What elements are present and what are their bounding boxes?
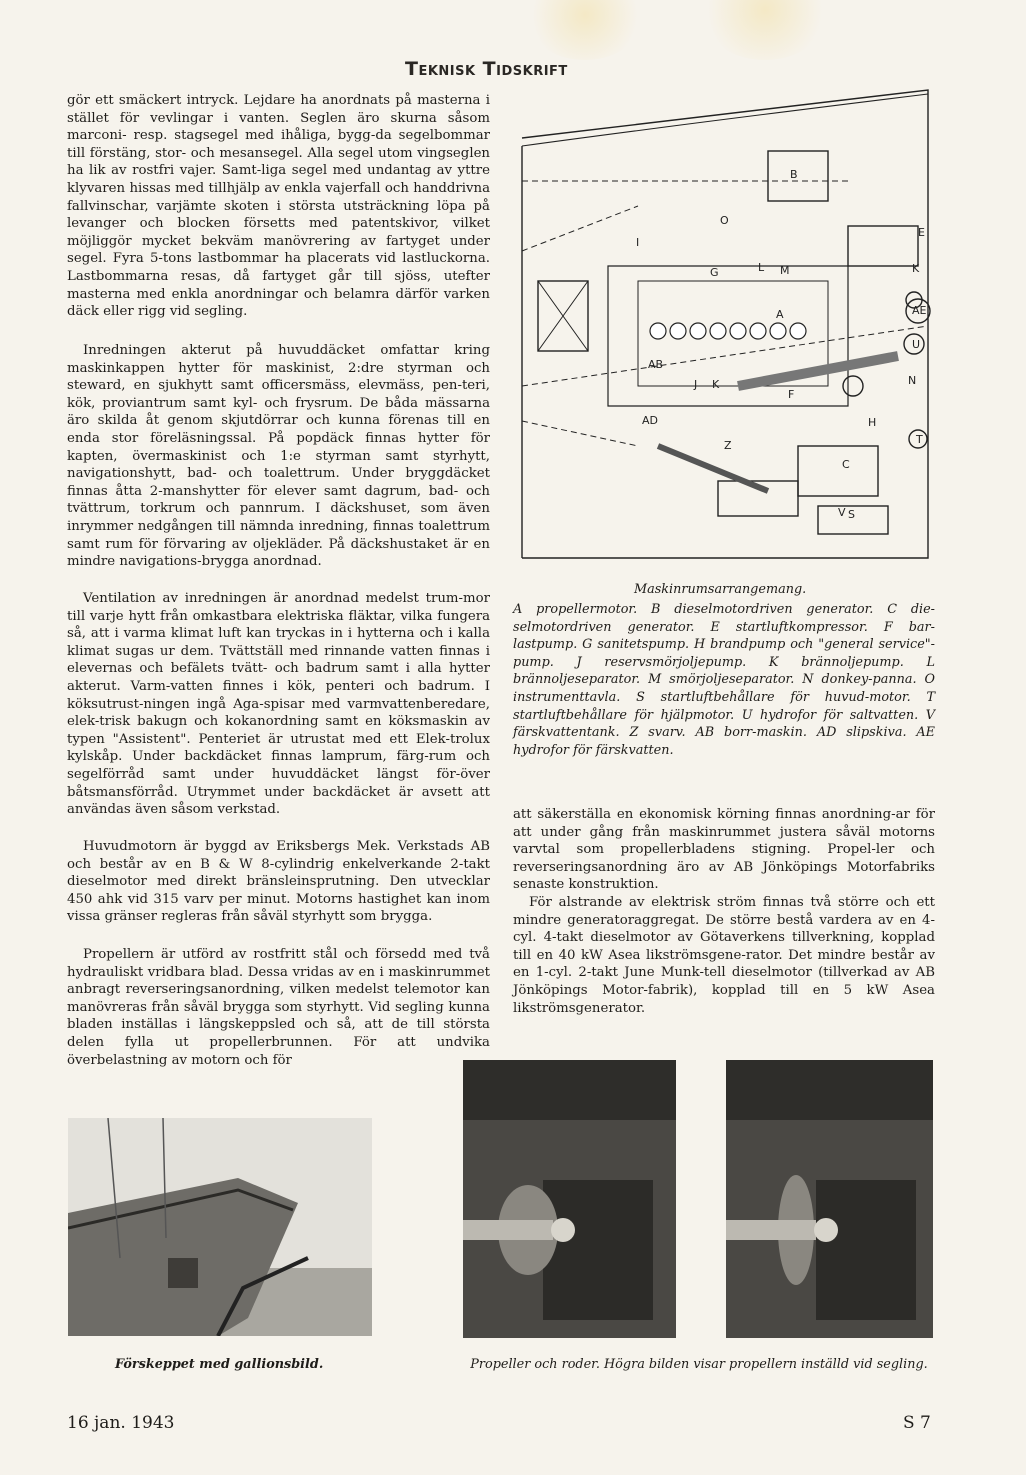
diagram-label: N	[908, 374, 917, 387]
engine-cylinder	[750, 323, 766, 339]
journal-header: Teknisk Tidskrift	[405, 58, 568, 80]
diagram-label: F	[788, 388, 795, 401]
diagram-label: A	[776, 308, 784, 321]
body-paragraph: Huvudmotorn är byggd av Eriksbergs Mek. Verkstads AB och består av en B & W 8-cylindrig enkelverkande 2-takt dieselmotor med direkt bränsleinsprutning. Den utvecklar 450 ahk vid 315 varv per minut. Motorns hastighet kan inom vissa gränser regleras från såväl styrhytt som brygga.	[67, 839, 490, 925]
diagram-label: Z	[724, 439, 732, 452]
body-paragraph-wrap	[67, 946, 490, 1069]
engine-cylinder	[670, 323, 686, 339]
bow-photo-caption: Förskeppet med gallionsbild.	[115, 1357, 324, 1372]
page-number: S 7	[903, 1413, 931, 1433]
body-paragraph: att säkerställa en ekonomisk körning finnas anordning-ar för att under gång från maskinrummet justera såväl motorns varvtal som propellerbladens stigning. Propel-ler och reverseringsanordning äro av AB Jönköpings Motorfabriks senaste konstruktion.	[513, 807, 935, 893]
diagram-label: K	[712, 378, 720, 391]
diagram-label: I	[636, 236, 640, 249]
body-paragraph: Inredningen akterut på huvuddäcket omfattar kring maskinkappen hytter för maskinist, 2:dre styrman och steward, en sjukhytt samt officersmäss, elevmäss, pen-teri, kök, proviantrum samt kyl- och frysrum. De båda mässarna äro skilda åt genom skjutdörrar och kunna förenas till en enda stor föreläsningssal. På popdäck finnas hytter för kapten, övermaskinist och 1:e styrman samt styrhytt, navigationshytt, bad- och toalettrum. Under bryggdäcket finnas åtta 2-manshytter för elever samt dagrum, bad- och tvättrum, torkrum och pannrum. I däckshuset, som även inrymmer nedgången till nämnda inredning, finnas toalettrum samt rum för förvaring av oljekläder. På däckshustaket är en mindre navigations-brygga anordnad.	[67, 343, 490, 570]
engine-cylinder	[790, 323, 806, 339]
issue-date: 16 jan. 1943	[67, 1413, 175, 1433]
body-paragraph: Propellern är utförd av rostfritt stål och försedd med två hydrauliskt vridbara blad. Dessa vridas av en i maskinrummet anbragt reverseringsanordning, vilken medelst telemotor kan manövreras från såväl brygga som styrhytt. Vid segling kunna bladen inställas i längskeppsled och så, att de till största delen fylla ut propellerbrunnen. För att undvika överbelastning av motorn och för	[67, 947, 490, 1068]
paper-stain	[700, 0, 830, 60]
diagram-label: AB	[648, 358, 664, 371]
body-paragraph: För alstrande av elektrisk ström finnas två större och ett mindre generatoraggregat. De större bestå vardera av en 4-cyl. 4-takt dieselmotor av Götaverkens tillverkning, kopplad till en 40 kW Asea likströmsgene-rator. Det mindre består av en 1-cyl. 2-takt June Munk-tell dieselmotor (tillverkad av AB Jönköpings Motor-fabrik), kopplad till en 5 kW Asea likströmsgenerator.	[513, 895, 935, 1016]
diagram-label: C	[842, 458, 850, 471]
diagram-label: H	[868, 416, 877, 429]
diagram-label: B	[790, 168, 798, 181]
diagram-label: K	[912, 262, 920, 275]
diagram-label: E	[918, 226, 925, 239]
diagram-label: M	[780, 264, 790, 277]
body-paragraph: Ventilation av inredningen är anordnad medelst trum-mor till varje hytt från omkastbara elektriska fläktar, vilka fungera så, att i varma klimat luft kan tryckas in i hytterna och i kalla klimat sugas ur dem. Tvättställ med rinnande vatten finnas i elevernas och befälets tvätt- och badrum samt i alla hytter akterut. Varm-vatten finnes i kök, penteri och badrum. I köksutrust-ningen ingå Aga-spisar med varmvattenberedare, elek-trisk bakugn och kokanordning samt en köksmaskin av typen "Assistent". Penteriet är utrustat med ett Elek-trolux kylskåp. Under backdäcket finnas lamprum, färg-rum och segelförråd samt under huvuddäcket längst för-över båtsmansförråd. Utrymmet under backdäcket är avsett att användas även såsom verkstad.	[67, 591, 490, 818]
engine-room-diagram	[518, 86, 938, 564]
body-paragraph: gör ett smäckert intryck. Lejdare ha anordnats på masterna i stället för vevlingar i vanten. Seglen äro skurna såsom marconi- resp. stagsegel med ihåliga, bygg-da segelbommar till förstäng, stor- och mesansegel. Alla segel utom vingseglen ha lik av rostfri vajer. Samt-liga segel med undantag av yttre klyvaren hissas med tillhjälp av enkla vajerfall och handdrivna fallvinschar, varjämte skoten i största utsträckning löpa på levanger och blocken försetts med patentskivor, vilket möjliggör mycket bekväm manövrering av fartyget under segel. Fyra 5-tons lastbommar ha placerats vid lastluckorna. Lastbommarna resas, då fartyget går till sjöss, utefter masterna med enkla anordningar och belamra därför varken däck eller rigg vid segling.	[67, 93, 490, 320]
engine-cylinder	[730, 323, 746, 339]
diagram-label: V	[838, 506, 846, 519]
diagram-label: G	[710, 266, 719, 279]
diagram-label: O	[720, 214, 729, 227]
bow-photo	[68, 1118, 372, 1336]
engine-cylinder	[710, 323, 726, 339]
diagram-label: L	[758, 261, 765, 274]
paper-stain	[525, 0, 645, 60]
propeller-photo-caption: Propeller och roder. Högra bilden visar propellern inställd vid segling.	[470, 1357, 928, 1372]
engine-cylinder	[650, 323, 666, 339]
engine-cylinder	[690, 323, 706, 339]
diagram-caption: A propellermotor. B dieselmotordriven generator. C die-selmotordriven generator. E startluftkompressor. F bar-lastpump. G sanitetspump. H brandpump och "general service"-pump. J reservsmörjoljepump. K brännoljepump. L brännoljeseparator. M smörjoljeseparator. N donkey-panna. O instrumenttavla. S startluftbehållare för huvud-motor. T startluftbehållare för hjälpmotor. U hydrofor för saltvatten. V färskvattentank. Z svarv. AB borr-maskin. AD slipskiva. AE hydrofor för färskvatten.	[513, 602, 935, 758]
diagram-label: AE	[912, 304, 927, 317]
diagram-caption-title: Maskinrumsarrangemang.	[634, 582, 807, 597]
diagram-label: T	[916, 433, 923, 446]
diagram-label: AD	[642, 414, 658, 427]
propeller-photo	[463, 1060, 676, 1338]
propeller-photo-feathered	[726, 1060, 933, 1338]
diagram-label: J	[694, 378, 698, 391]
engine-cylinder	[770, 323, 786, 339]
diagram-label: S	[848, 508, 855, 521]
diagram-label: U	[912, 338, 921, 351]
